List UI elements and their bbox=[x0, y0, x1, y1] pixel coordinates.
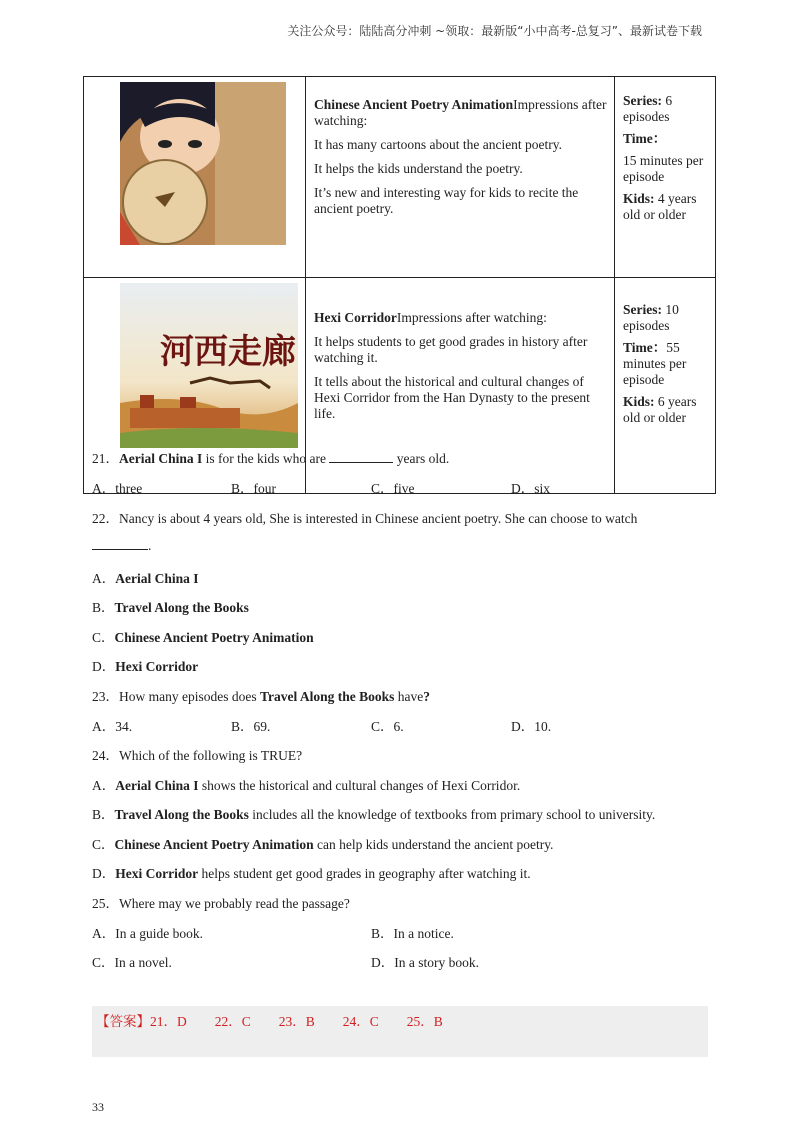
question-24: 24．Which of the following is TRUE? bbox=[92, 748, 303, 763]
kids-label: Kids: bbox=[623, 191, 655, 206]
description-line: It helps the kids understand the poetry. bbox=[314, 161, 523, 176]
option-d[interactable] bbox=[92, 862, 531, 882]
option-c[interactable]: C．five bbox=[371, 481, 415, 496]
option-text: Hexi Corridor bbox=[115, 659, 199, 674]
option-b[interactable]: B．four bbox=[231, 481, 276, 496]
impressions-label: Impressions after watching: bbox=[396, 310, 547, 325]
option-bold: Travel Along the Books bbox=[114, 807, 249, 822]
answer-item: 23．B bbox=[278, 1014, 315, 1029]
description-line: It’s new and interesting way for kids to recite the ancient poetry. bbox=[314, 185, 579, 216]
option-text: includes all the knowledge of textbooks from primary school to university. bbox=[248, 807, 656, 822]
question-text: have bbox=[394, 689, 424, 704]
time-label: Time： bbox=[623, 340, 667, 355]
question-25: 25．Where may we probably read the passage? bbox=[92, 896, 350, 911]
option-a[interactable] bbox=[92, 567, 199, 587]
option-letter: C． bbox=[92, 837, 115, 852]
time-value: 15 minutes per episode bbox=[623, 153, 704, 184]
shows-table bbox=[83, 76, 716, 494]
option-letter: D． bbox=[92, 659, 116, 674]
option-a[interactable]: A．In a guide book. bbox=[92, 926, 203, 941]
question-number: 21． bbox=[92, 451, 119, 466]
option-text: helps student get good grades in geography after watching it. bbox=[198, 866, 531, 881]
answer-item: 25．B bbox=[406, 1014, 443, 1029]
table-row bbox=[84, 77, 716, 278]
option-text: shows the historical and cultural changes of Hexi Corridor. bbox=[198, 778, 521, 793]
option-c[interactable]: C．In a novel. bbox=[92, 955, 172, 970]
description-line: It tells about the historical and cultural changes of Hexi Corridor from the Han Dynasty to the present life. bbox=[314, 374, 590, 421]
info-cell bbox=[615, 77, 716, 278]
option-text: can help kids understand the ancient poetry. bbox=[313, 837, 554, 852]
option-letter: C． bbox=[92, 630, 115, 645]
option-text: Aerial China I bbox=[115, 571, 199, 586]
option-a[interactable]: A．34. bbox=[92, 719, 133, 734]
kids-label: Kids: bbox=[623, 394, 655, 409]
question-22-blank bbox=[92, 537, 151, 554]
answer-key bbox=[96, 1010, 471, 1030]
option-letter: D． bbox=[92, 866, 116, 881]
option-text: Travel Along the Books bbox=[114, 600, 249, 615]
option-bold: Chinese Ancient Poetry Animation bbox=[114, 837, 314, 852]
option-b[interactable]: B．69. bbox=[231, 719, 271, 734]
option-letter: B． bbox=[92, 600, 115, 615]
option-d[interactable]: D．six bbox=[511, 481, 551, 496]
option-b[interactable] bbox=[92, 596, 249, 616]
option-d[interactable] bbox=[92, 655, 198, 675]
answer-item: 21．D bbox=[150, 1014, 187, 1029]
option-letter: A． bbox=[92, 571, 116, 586]
description-line: It has many cartoons about the ancient poetry. bbox=[314, 137, 563, 152]
time-label: Time： bbox=[623, 131, 667, 146]
answer-item: 24．C bbox=[342, 1014, 379, 1029]
option-d[interactable]: D．10. bbox=[511, 719, 552, 734]
show-title: Hexi Corridor bbox=[314, 310, 397, 325]
time-value: 55 minutes per episode bbox=[623, 340, 687, 387]
option-bold: Hexi Corridor bbox=[115, 866, 199, 881]
option-bold: Aerial China I bbox=[115, 778, 199, 793]
option-c[interactable] bbox=[92, 626, 314, 646]
svg-text:河西走廊: 河西走廊 bbox=[160, 332, 296, 372]
image-cell bbox=[84, 77, 306, 278]
page-number: 33 bbox=[92, 1100, 104, 1114]
answer-label: 【答案】 bbox=[96, 1014, 150, 1029]
question-23 bbox=[92, 685, 430, 705]
kids-value: 6 years old or older bbox=[623, 394, 697, 425]
question-mark: ? bbox=[423, 689, 430, 704]
info-cell bbox=[615, 278, 716, 494]
series-value: 6 episodes bbox=[623, 93, 673, 124]
poetry-animation-image bbox=[120, 82, 286, 245]
question-bold: Travel Along the Books bbox=[259, 689, 395, 704]
option-c[interactable]: C．6. bbox=[371, 719, 404, 734]
description-cell bbox=[306, 77, 615, 278]
option-d[interactable]: D．In a story book. bbox=[371, 955, 479, 970]
answer-box bbox=[92, 1006, 708, 1057]
option-text: Chinese Ancient Poetry Animation bbox=[114, 630, 314, 645]
question-bold: Aerial China I bbox=[119, 451, 203, 466]
option-c[interactable] bbox=[92, 833, 553, 853]
impressions-label: Impressions after watching: bbox=[314, 97, 607, 128]
option-letter: A． bbox=[92, 778, 116, 793]
option-b[interactable]: B．In a notice. bbox=[371, 926, 454, 941]
answer-blank[interactable] bbox=[329, 450, 393, 463]
option-a[interactable] bbox=[92, 774, 520, 794]
question-text: years old. bbox=[393, 451, 450, 466]
question-21 bbox=[92, 447, 449, 467]
hexi-corridor-image bbox=[120, 283, 298, 448]
series-label: Series: bbox=[623, 93, 662, 108]
question-text: is for the kids who are bbox=[202, 451, 330, 466]
show-title: Chinese Ancient Poetry Animation bbox=[314, 97, 514, 112]
series-label: Series: bbox=[623, 302, 662, 317]
kids-value: 4 years old or older bbox=[623, 191, 697, 222]
option-a[interactable]: A．three bbox=[92, 481, 143, 496]
page-header: 关注公众号：陆陆高分冲刺 ~领取：最新版“小中高考-总复习”、最新试卷下载 bbox=[287, 24, 702, 38]
question-22: 22．Nancy is about 4 years old, She is interested in Chinese ancient poetry. She can choose to watch bbox=[92, 511, 638, 526]
series-value: 10 episodes bbox=[623, 302, 679, 333]
option-letter: B． bbox=[92, 807, 115, 822]
description-line: It helps students to get good grades in history after watching it. bbox=[314, 334, 588, 365]
answer-blank[interactable] bbox=[92, 537, 148, 550]
answer-item: 22．C bbox=[214, 1014, 251, 1029]
option-b[interactable] bbox=[92, 803, 655, 823]
question-text: . bbox=[148, 538, 152, 553]
question-text: 23．How many episodes does bbox=[92, 689, 260, 704]
